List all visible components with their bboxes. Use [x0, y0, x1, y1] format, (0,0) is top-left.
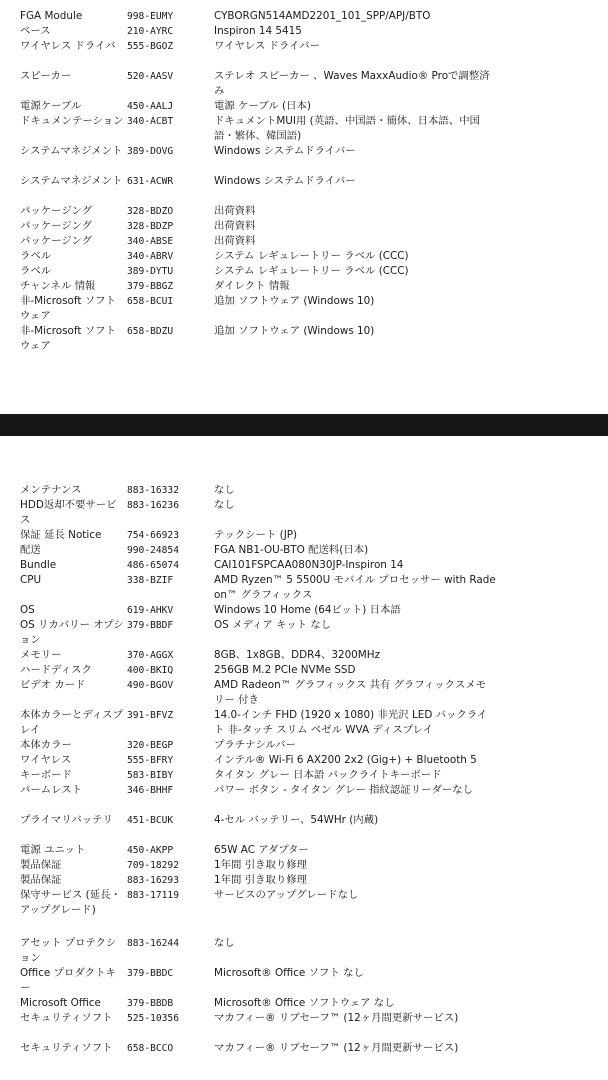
spec-part-code: 328-BDZP — [127, 221, 174, 232]
spec-part-code: 619-AHKV — [127, 605, 174, 616]
spec-part-code: 450-AALJ — [127, 101, 174, 112]
spec-part-code: 379-BBGZ — [127, 281, 174, 292]
spec-description: ステレオ スピーカー 、Waves MaxxAudio® Proで調整済み — [214, 70, 490, 97]
spec-part-code: 379-BBDC — [127, 968, 174, 979]
spec-part-code: 883-16236 — [127, 500, 179, 511]
spec-item-name: 非-Microsoft ソフトウェア — [20, 295, 116, 322]
spec-item-name: ベース — [20, 25, 51, 37]
spec-description: システム レギュレートリー ラベル (CCC) — [214, 265, 409, 277]
spec-description: Windows システムドライバー — [214, 145, 356, 157]
spec-item-name: 配送 — [20, 544, 41, 556]
spec-part-code: 525-10356 — [127, 1013, 179, 1024]
spec-item-name: セキュリティソフト — [20, 1042, 113, 1054]
spec-description: FGA NB1-OU-BTO 配送料(日本) — [214, 544, 369, 556]
spec-description: パワー ボタン - タイタン グレー 指紋認証リーダーなし — [214, 784, 474, 796]
spec-part-code: 320-BEGP — [127, 740, 174, 751]
spec-description: Microsoft® Office ソフトウェア なし — [214, 997, 395, 1009]
spec-description: 出荷資料 — [214, 205, 256, 217]
spec-item-name: セキュリティソフト — [20, 1012, 113, 1024]
spec-description: Microsoft® Office ソフト なし — [214, 967, 364, 979]
spec-part-code: 555-BFRY — [127, 755, 174, 766]
spec-item-name: 製品保証 — [20, 874, 62, 886]
spec-item-name: スピーカー — [20, 70, 72, 82]
spec-list-bottom — [0, 436, 608, 1080]
spec-item-name: ワイヤレス — [20, 754, 72, 766]
spec-description: ダイレクト 情報 — [214, 280, 290, 292]
spec-item-name: 電源ケーブル — [20, 100, 82, 112]
spec-item-name: ラベル — [20, 250, 52, 262]
spec-description: 追加 ソフトウェア (Windows 10) — [214, 325, 375, 337]
spec-part-code: 490-BGOV — [127, 680, 174, 691]
spec-part-code: 631-ACWR — [127, 176, 174, 187]
spec-part-code: 451-BCUK — [127, 815, 174, 826]
spec-item-name: OS リカバリー オプション — [20, 619, 124, 646]
spec-part-code: 520-AASV — [127, 71, 174, 82]
spec-description: 1年間 引き取り修理 — [214, 859, 308, 871]
spec-description: 14.0-インチ FHD (1920 x 1080) 非光沢 LED バックライト 非-タッチ スリム ベゼル WVA ディスプレイ — [214, 709, 488, 736]
spec-description: 256GB M.2 PCIe NVMe SSD — [214, 664, 356, 676]
spec-description: Windows 10 Home (64ビット) 日本語 — [214, 604, 401, 616]
spec-item-name: CPU — [20, 574, 42, 586]
spec-item-name: プライマリバッテリ — [20, 814, 113, 826]
spec-item-name: ラベル — [20, 265, 52, 277]
spec-item-name: 保証 延長 Notice — [20, 529, 102, 541]
spec-part-code: 328-BDZO — [127, 206, 174, 217]
spec-part-code: 486-65074 — [127, 560, 179, 571]
spec-part-code: 340-ABRV — [127, 251, 174, 262]
spec-item-name: ハードディスク — [20, 664, 92, 676]
spec-part-code: 210-AYRC — [127, 26, 174, 37]
spec-part-code: 346-BHHF — [127, 785, 174, 796]
spec-item-name: Bundle — [20, 559, 57, 571]
spec-description: タイタン グレー 日本語 バックライトキーボード — [214, 769, 442, 781]
spec-description: 追加 ソフトウェア (Windows 10) — [214, 295, 375, 307]
spec-part-code: 658-BDZU — [127, 326, 174, 337]
spec-description: サービスのアップグレードなし — [214, 889, 359, 901]
spec-description: 出荷資料 — [214, 220, 256, 232]
spec-item-name: システムマネジメント — [20, 145, 123, 157]
spec-item-name: ビデオ カード — [20, 679, 86, 691]
spec-part-code: 555-BGOZ — [127, 41, 174, 52]
spec-item-name: 電源 ユニット — [20, 844, 86, 856]
spec-description: なし — [214, 937, 235, 949]
spec-item-name: パッケージング — [20, 220, 93, 232]
spec-item-name: キーボード — [20, 769, 72, 781]
spec-part-code: 389-DOVG — [127, 146, 174, 157]
spec-item-name: 非-Microsoft ソフトウェア — [20, 325, 116, 352]
spec-part-code: 998-EUMY — [127, 11, 174, 22]
spec-part-code: 400-BKIQ — [127, 665, 174, 676]
spec-description: マカフィー® リブセーフ™ (12ヶ月間更新サービス) — [214, 1042, 459, 1054]
spec-description: なし — [214, 499, 235, 511]
spec-part-code: 754-66923 — [127, 530, 179, 541]
spec-part-code: 370-AGGX — [127, 650, 174, 661]
spec-item-name: ドキュメンテーション — [20, 115, 124, 127]
spec-item-name: パッケージング — [20, 235, 93, 247]
spec-description: テックシート (JP) — [214, 529, 298, 541]
spec-item-name: OS — [20, 604, 35, 616]
spec-description: 出荷資料 — [214, 235, 256, 247]
spec-description: ワイヤレス ドライバー — [214, 40, 320, 52]
spec-item-name: システムマネジメント — [20, 175, 123, 187]
spec-part-code: 883-16332 — [127, 485, 179, 496]
spec-item-name: Office プロダクトキー — [20, 967, 116, 994]
spec-item-name: HDD返却不要サービス — [20, 499, 117, 526]
spec-description: インテル® Wi-Fi 6 AX200 2x2 (Gig+) + Bluetooth 5 — [214, 754, 477, 766]
spec-part-code: 379-BBDF — [127, 620, 174, 631]
spec-item-name: アセット プロテクション — [20, 937, 117, 964]
spec-description: 1年間 引き取り修理 — [214, 874, 308, 886]
spec-description: CAI101FSPCAA080N30JP-Inspiron 14 — [214, 559, 404, 571]
spec-part-code: 379-BBDB — [127, 998, 174, 1009]
spec-description: AMD Ryzen™ 5 5500U モバイル プロセッサー with Radeon™ グラフィックス — [214, 574, 496, 601]
spec-description: AMD Radeon™ グラフィックス 共有 グラフィックスメモリー 付き — [214, 679, 487, 706]
spec-part-code: 389-DYTU — [127, 266, 174, 277]
spec-part-code: 990-24854 — [127, 545, 179, 556]
spec-part-code: 450-AKPP — [127, 845, 174, 856]
spec-description: ドキュメントMUI用 (英語、中国語・簡体、日本語、中国語・繁体、韓国語) — [214, 115, 480, 142]
section-divider — [0, 414, 608, 436]
spec-description: 65W AC アダプター — [214, 844, 309, 856]
spec-part-code: 709-18292 — [127, 860, 179, 871]
spec-item-name: メモリー — [20, 649, 62, 661]
spec-item-name: 製品保証 — [20, 859, 62, 871]
spec-item-name: 本体カラーとディスプレイ — [20, 709, 124, 736]
spec-part-code: 340-ABSE — [127, 236, 174, 247]
spec-description: Inspiron 14 5415 — [214, 25, 302, 37]
spec-description: CYBORGN514AMD2201_101_SPP/APJ/BTO — [214, 10, 431, 22]
spec-description: 電源 ケーブル (日本) — [214, 100, 311, 112]
spec-description: プラチナシルバー — [214, 739, 296, 751]
spec-item-name: 本体カラー — [20, 739, 72, 751]
spec-part-code: 583-BIBY — [127, 770, 174, 781]
spec-item-name: パームレスト — [20, 784, 83, 796]
spec-part-code: 883-16293 — [127, 875, 179, 886]
spec-description: 4-セル バッテリー、54WHr (内蔵) — [214, 814, 379, 826]
spec-part-code: 658-BCUI — [127, 296, 174, 307]
spec-description: システム レギュレートリー ラベル (CCC) — [214, 250, 409, 262]
spec-item-name: パッケージング — [20, 205, 93, 217]
spec-item-name: チャンネル 情報 — [20, 280, 96, 292]
spec-item-name: 保守サービス (延長・アップグレード) — [20, 889, 121, 916]
spec-part-code: 658-BCCO — [127, 1043, 174, 1054]
spec-item-name: メンテナンス — [20, 484, 82, 496]
spec-item-name: FGA Module — [20, 10, 83, 22]
spec-description: なし — [214, 484, 235, 496]
spec-part-code: 340-ACBT — [127, 116, 174, 127]
spec-item-name: Microsoft Office — [20, 997, 101, 1009]
spec-description: マカフィー® リブセーフ™ (12ヶ月間更新サービス) — [214, 1012, 459, 1024]
spec-description: OS メディア キット なし — [214, 619, 332, 631]
spec-description: 8GB、1x8GB、DDR4、3200MHz — [214, 649, 381, 661]
spec-part-code: 883-16244 — [127, 938, 179, 949]
spec-list-top — [0, 0, 608, 414]
spec-part-code: 883-17119 — [127, 890, 179, 901]
spec-description: Windows システムドライバー — [214, 175, 356, 187]
spec-part-code: 391-BFVZ — [127, 710, 174, 721]
spec-item-name: ワイヤレス ドライバ — [20, 40, 116, 52]
spec-part-code: 338-BZIF — [127, 575, 174, 586]
